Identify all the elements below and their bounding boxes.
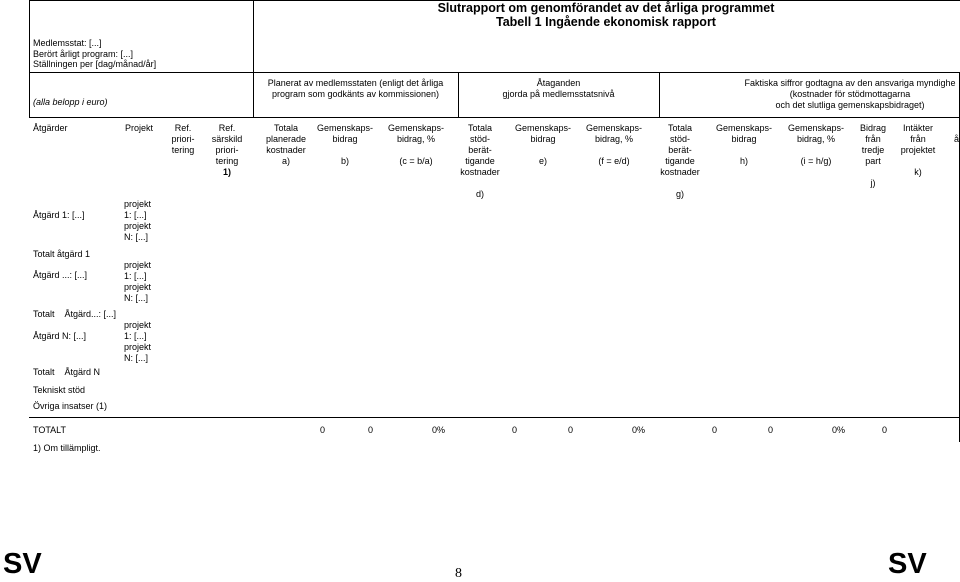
total-b: 0	[368, 425, 374, 435]
total-j: 0	[882, 425, 888, 435]
column-header-projekt: Projekt	[125, 123, 154, 133]
report-title: Slutrapport om genomförandet av det årliga programmet	[437, 1, 775, 15]
technical-support-row: Tekniskt stöd	[33, 385, 86, 395]
total-h: 0	[768, 425, 774, 435]
column-header-c: Gemenskaps- bidrag, % (c = b/a)	[387, 123, 445, 166]
footnote: 1) Om tillämpligt.	[33, 443, 101, 453]
action-2-total: Totalt Åtgärd...: [...]	[33, 309, 117, 319]
total-d: 0	[512, 425, 518, 435]
column-header-a: Totala planerade kostnader a)	[265, 123, 307, 166]
action-1-label: Åtgärd 1: [...]	[33, 210, 85, 220]
column-header-atgarder: Åtgärder	[33, 123, 68, 133]
action-2-projects: projekt 1: [...] projekt N: [...]	[124, 260, 152, 303]
column-header-e: Gemenskaps- bidrag e)	[514, 123, 572, 166]
column-header-k: Intäkter från projektet k)	[900, 123, 936, 177]
total-f: 0%	[632, 425, 646, 435]
column-header-ref-prio: Ref. priori- tering	[171, 123, 195, 155]
column-header-b: Gemenskaps- bidrag b)	[316, 123, 374, 166]
total-i: 0%	[832, 425, 846, 435]
action-n-total: Totalt Åtgärd N	[33, 367, 101, 377]
column-header-j: Bidrag från tredje part j)	[859, 123, 886, 188]
group-header-commitments: Åtaganden gjorda på medlemsstatsnivå	[502, 78, 615, 99]
total-c: 0%	[432, 425, 446, 435]
member-state-label: Medlemsstat: [...]	[33, 38, 102, 48]
amounts-note: (alla belopp i euro)	[33, 97, 108, 107]
action-1-total: Totalt åtgärd 1	[33, 249, 91, 259]
column-header-g: Totala stöd- berät- tigande kostnader g)	[660, 123, 700, 199]
page-number: 8	[455, 566, 462, 581]
action-2-label: Åtgärd ...: [...]	[33, 270, 88, 280]
column-header-d: Totala stöd- berät- tigande kostnader d)	[460, 123, 500, 199]
group-header-planned: Planerat av medlemsstaten (enligt det årliga program som godkänts av kommissionen)	[267, 78, 444, 99]
column-header-cut: å	[954, 134, 960, 144]
group-header-actual: Faktiska siffror godtagna av den ansvariga myndighe (kostnader för stödmottagarna och det slutliga gemenskapsbidraget)	[744, 78, 956, 110]
total-a: 0	[320, 425, 326, 435]
column-header-f: Gemenskaps- bidrag, % (f = e/d)	[585, 123, 643, 166]
action-n-label: Åtgärd N: [...]	[33, 331, 87, 341]
programme-label: Berört årligt program: [...]	[33, 49, 134, 59]
language-code-right: SV	[888, 548, 927, 580]
total-g: 0	[712, 425, 718, 435]
language-code-left: SV	[3, 548, 42, 580]
column-header-i: Gemenskaps- bidrag, % (i = h/g)	[787, 123, 845, 166]
table-title: Tabell 1 Ingående ekonomisk rapport	[496, 15, 716, 29]
total-e: 0	[568, 425, 574, 435]
other-actions-row: Övriga insatser (1)	[33, 401, 108, 411]
column-header-h: Gemenskaps- bidrag h)	[715, 123, 773, 166]
action-1-projects: projekt 1: [...] projekt N: [...]	[124, 199, 152, 242]
column-header-ref-sarskild: Ref. särskild priori- tering 1)	[211, 123, 243, 177]
action-n-projects: projekt 1: [...] projekt N: [...]	[124, 320, 152, 363]
status-date-label: Ställningen per [dag/månad/år]	[33, 59, 157, 69]
totals-label: TOTALT	[33, 425, 67, 435]
